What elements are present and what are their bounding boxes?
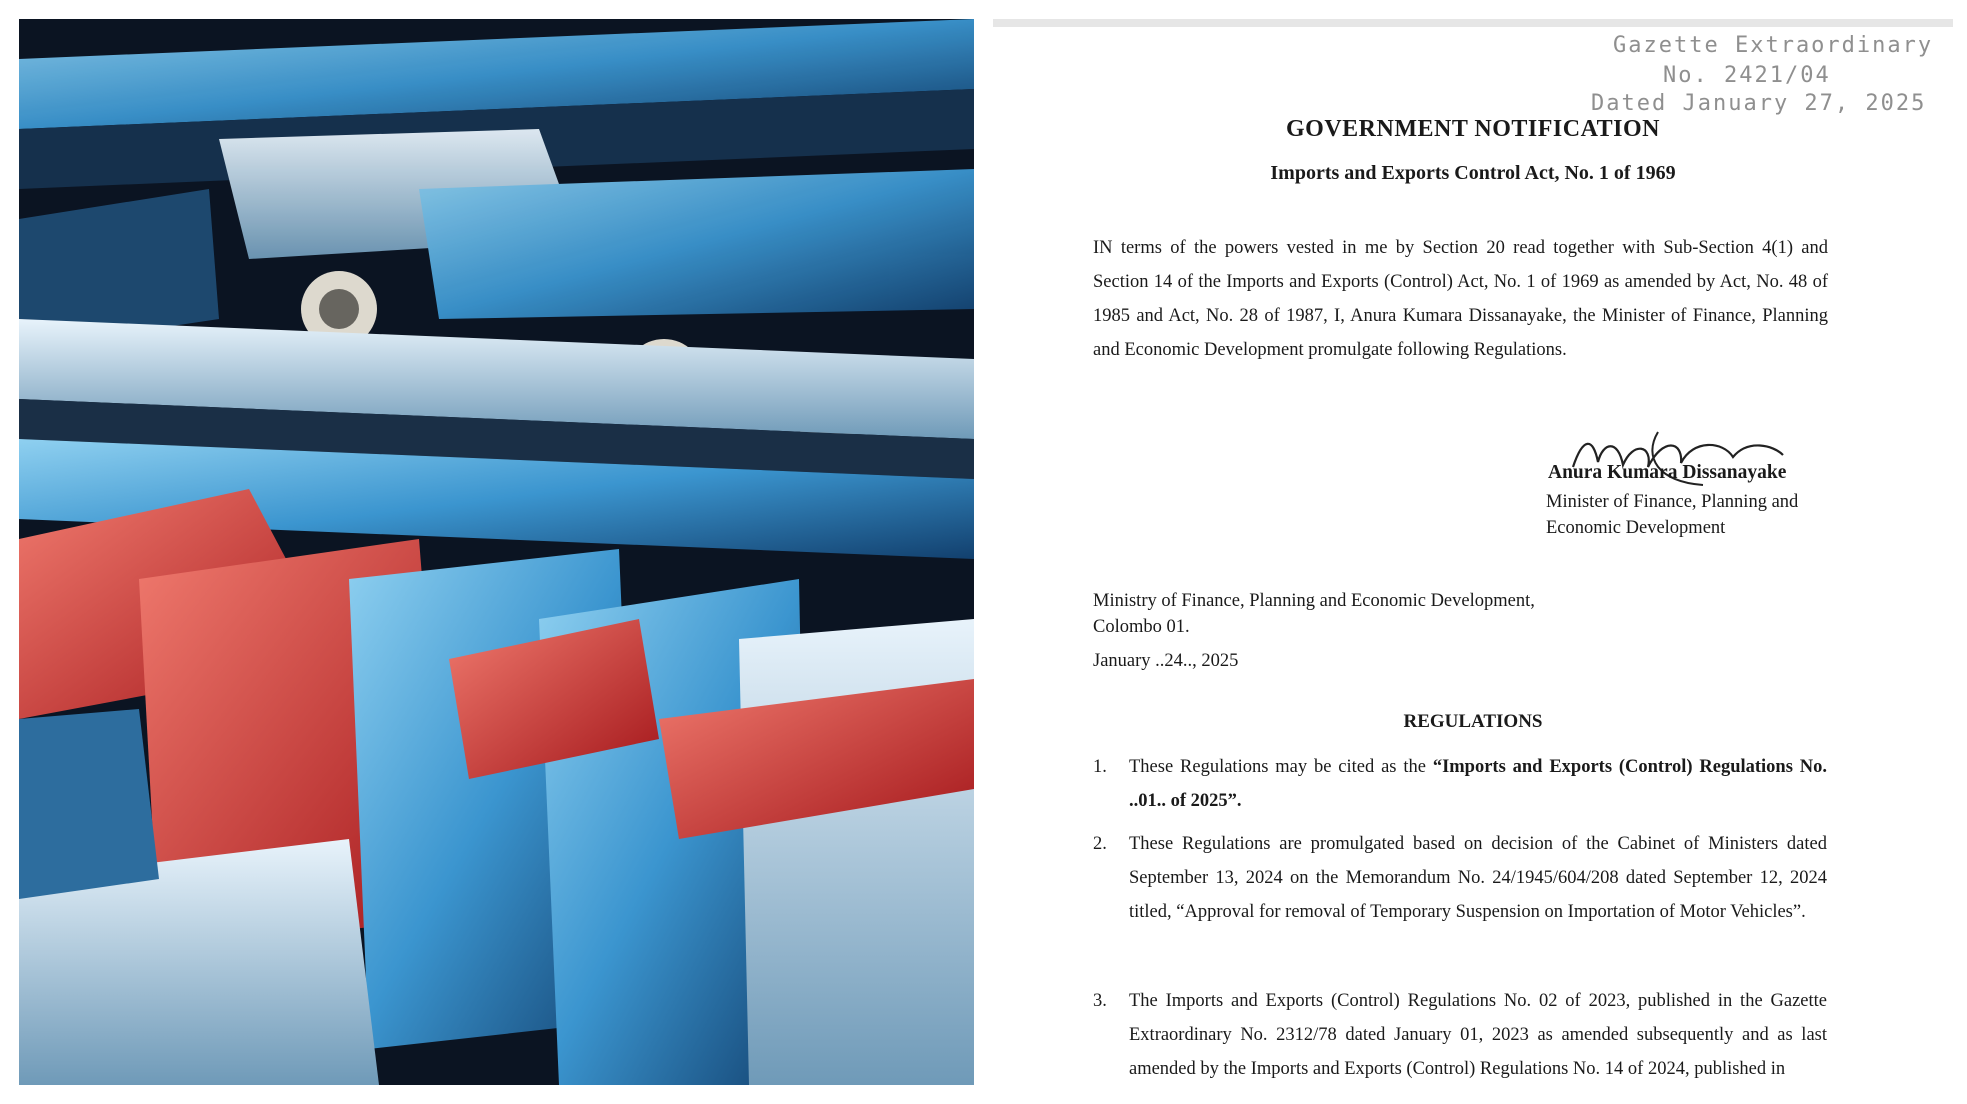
cars-photo [19,19,974,1085]
top-border [993,19,1953,27]
gazette-document [993,19,1953,1089]
regulation-2-text: These Regulations are promulgated based on decision of the Cabinet of Ministers dated September 13, 2024 on the Memorandum No. 24/1945/604/208 dated September 12, 2024 titled, “Approval for removal of Temporary Suspension on Importation of Motor Vehicles”. [1129,834,1827,922]
document-title: GOVERNMENT NOTIFICATION [1286,116,1660,142]
regulation-1-text-plain: These Regulations may be cited as the [1129,757,1433,777]
regulation-1-citation: “Imports and Exports (Control) Regulations No. ..01.. of 2025”. [1129,757,1827,811]
gazette-handwritten-line3: Dated January 27, 2025 [1591,91,1927,116]
regulation-1-text [1129,750,1827,818]
signatory-role-line1: Minister of Finance, Planning and [1546,492,1799,512]
regulation-3-number: 3. [1093,991,1107,1011]
gazette-handwritten-line2: No. 2421/04 [1663,63,1831,88]
signing-date: January ..24.., 2025 [1093,651,1239,671]
regulation-1-number: 1. [1093,757,1107,777]
signatory-name: Anura Kumara Dissanayake [1548,462,1787,483]
regulation-3-text: The Imports and Exports (Control) Regulations No. 02 of 2023, published in the Gazette Extraordinary No. 2312/78 dated January 01, 2023 as amended subsequently and as last amended by the Imports and Exports (Control) Regulations No. 14 of 2024, published in [1129,991,1827,1079]
document-subtitle: Imports and Exports Control Act, No. 1 of 1969 [1270,162,1676,184]
regulation-2-number: 2. [1093,834,1107,854]
ministry-address-line2: Colombo 01. [1093,617,1190,637]
cars-photo-art [19,19,974,1085]
preamble-paragraph: IN terms of the powers vested in me by Section 20 read together with Sub-Section 4(1) and Section 14 of the Imports and Exports (Control) Act, No. 1 of 1969 as amended by Act, No. 48 of 1985 and Act, No. 28 of 1987, I, Anura Kumara Dissanayake, the Minister of Finance, Planning and Economic Development promulgate following Regulations. [1093,238,1828,360]
ministry-address-line1: Ministry of Finance, Planning and Economic Development, [1093,591,1535,611]
gazette-handwritten-line1: Gazette Extraordinary [1613,33,1934,58]
signatory-role-line2: Economic Development [1546,518,1726,538]
regulations-heading: REGULATIONS [1403,711,1543,732]
